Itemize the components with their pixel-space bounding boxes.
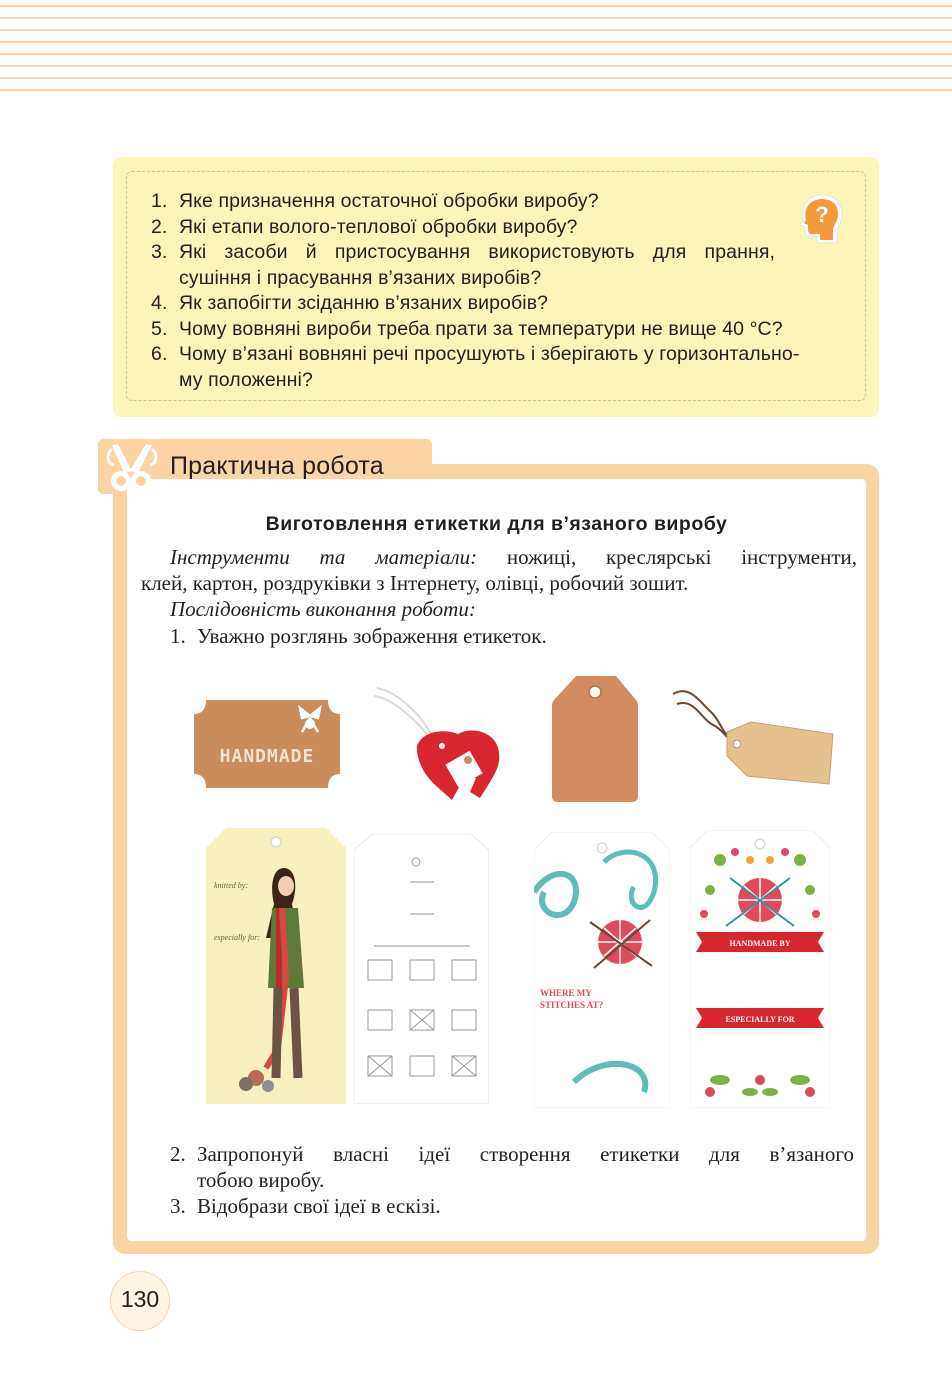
- question-text: Які етапи волого-теплової обробки виробу?: [179, 215, 578, 238]
- step-number: 2.: [170, 1142, 186, 1166]
- questions-box: [113, 157, 879, 417]
- question-item: [151, 215, 841, 241]
- step-text-continued: тобою виробу.: [197, 1168, 325, 1192]
- questions-dashed-border: [126, 171, 866, 401]
- question-number: 2.: [151, 215, 168, 238]
- tools-label: Інструменти та матеріали:: [170, 545, 478, 569]
- step-item: [170, 1194, 441, 1219]
- questions-list: [151, 189, 841, 393]
- step-text: Відобрази свої ідеї в ескізі.: [197, 1194, 441, 1218]
- where-stitches-line-1: WHERE MY: [540, 988, 592, 998]
- step-number: 3.: [170, 1194, 186, 1218]
- scissors-icon: [104, 441, 160, 493]
- question-text: Які засоби й пристосування використовують для прання,: [179, 241, 775, 263]
- girl-knitting-tag-image: [206, 828, 346, 1104]
- especially-for-label: especially for:: [214, 933, 260, 942]
- especially-for-banner: ESPECIALLY FOR: [725, 1015, 795, 1024]
- question-item: [151, 189, 841, 215]
- page-number: 130: [120, 1286, 160, 1312]
- handmade-tag-text: HANDMADE: [219, 746, 315, 767]
- question-item: [151, 342, 841, 393]
- header-lines: [0, 0, 952, 100]
- practical-work-title: Практична робота: [170, 452, 384, 480]
- question-text: Яке призначення остаточної обробки виробу?: [179, 190, 599, 212]
- sequence-label: [170, 597, 476, 622]
- question-number: 1.: [151, 190, 168, 212]
- handmade-tag-image: [192, 694, 342, 794]
- tag-images: [186, 672, 846, 1112]
- tools-line-2: клей, картон, роздруківки з Інтернету, олівці, робочий зошит.: [141, 571, 689, 595]
- where-stitches-line-2: STITCHES AT?: [540, 1000, 604, 1010]
- knitted-by-label: knitted by:: [214, 881, 248, 890]
- handmade-by-banner: HANDMADE BY: [729, 939, 791, 948]
- stitches-tag-image: [534, 832, 670, 1108]
- string-kraft-tag-image: [671, 684, 836, 794]
- question-text: Як запобігти зсіданню в’язаних виробів?: [179, 292, 549, 314]
- question-text: Чому в’язані вовняні речі просушують і зберігають у горизонтально-: [179, 343, 800, 365]
- question-text-continued: му положенні?: [179, 368, 313, 391]
- question-head-icon: [795, 191, 845, 247]
- question-number: 3.: [151, 241, 168, 263]
- question-item: [151, 291, 841, 317]
- step-item: [170, 1142, 854, 1167]
- question-number: 4.: [151, 292, 168, 314]
- question-number: 5.: [151, 317, 168, 340]
- step-text: Уважно розглянь зображення етикеток.: [197, 624, 547, 648]
- step-item: [170, 624, 547, 649]
- question-item: [151, 240, 841, 291]
- task-heading: Виготовлення етикетки для в’язаного виробу: [265, 513, 728, 535]
- svg-text:?: ?: [815, 202, 829, 227]
- question-item: [151, 317, 841, 343]
- tools-line-1: [141, 545, 857, 570]
- step-number: 1.: [170, 624, 186, 648]
- step-text: Запропонуй власні ідеї створення етикетки для в’язаного: [197, 1142, 854, 1166]
- care-symbols-tag-image: [354, 834, 489, 1104]
- elephant-tag-image: [372, 686, 522, 806]
- question-text: Чому вовняні вироби треба прати за температури не вище 40 °C?: [179, 317, 783, 340]
- floral-tag-image: [690, 830, 830, 1108]
- question-text-continued: сушіння і прасування в’язаних виробів?: [179, 266, 542, 289]
- tools-text: ножиці, креслярські інструменти,: [506, 545, 858, 569]
- sequence-label-text: Послідовність виконання роботи:: [170, 597, 476, 621]
- question-number: 6.: [151, 343, 168, 365]
